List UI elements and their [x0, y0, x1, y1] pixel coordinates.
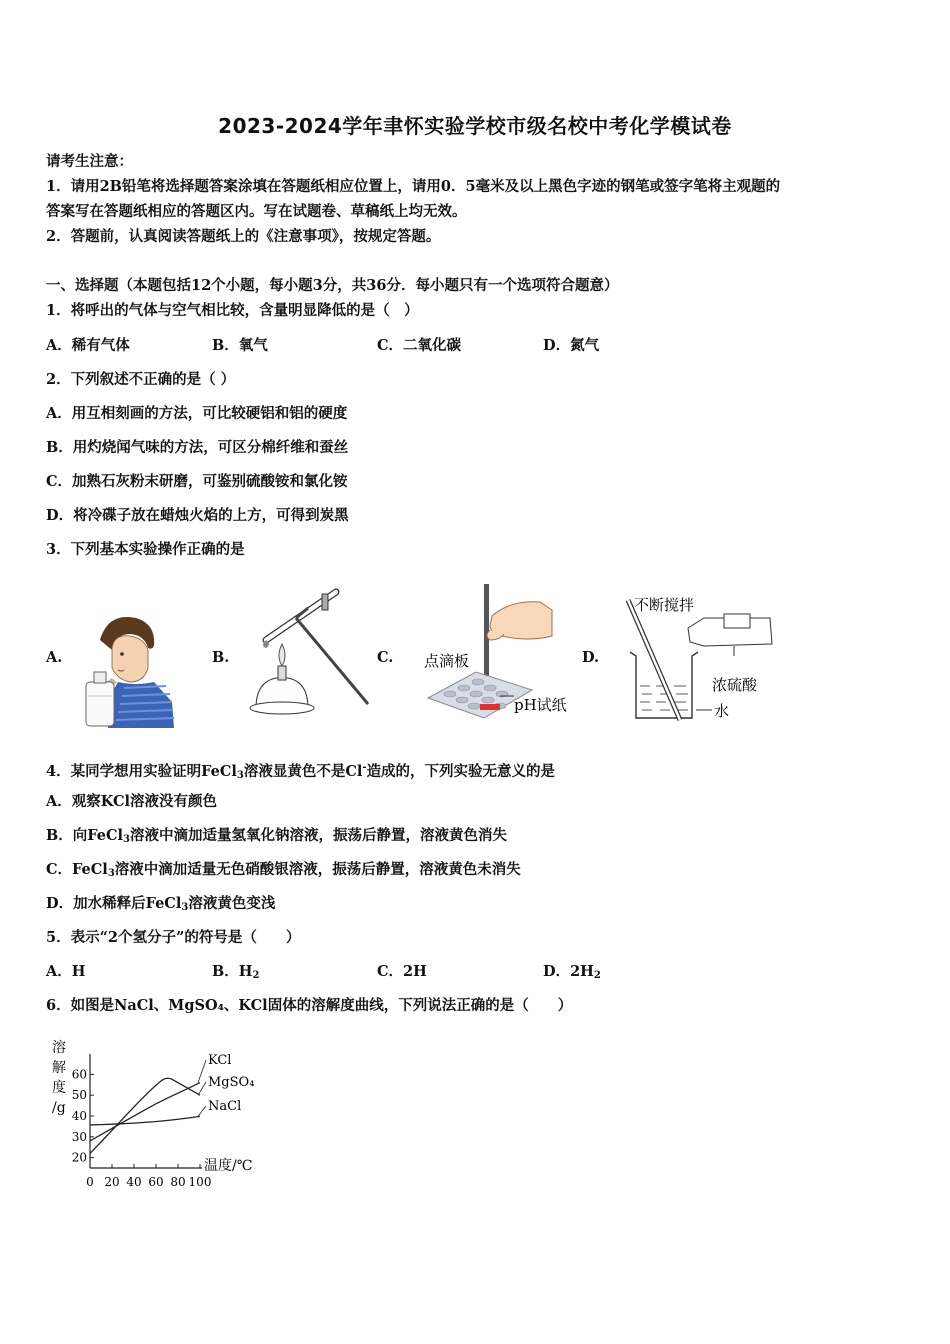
y-axis-label-char: 解 [52, 1060, 66, 1076]
y-axis-label-char: /g [52, 1100, 66, 1116]
series-leader-1 [198, 1082, 206, 1095]
y-tick-label: 60 [71, 1067, 87, 1082]
q5-option-a: A．H [46, 963, 86, 980]
q3-d-stir-label: 不断搅拌 [634, 596, 695, 614]
q3-d-water-label: 水 [714, 702, 730, 720]
q2-stem: 2．下列叙述不正确的是（ ） [46, 371, 236, 388]
q5-option-c: C．2H [377, 963, 427, 980]
q2-option-b: B．用灼烧闻气味的方法，可区分棉纤维和蚕丝 [46, 439, 349, 456]
y-tick-label: 20 [71, 1150, 87, 1165]
q1-option-a: A．稀有气体 [46, 337, 130, 354]
series-line-1 [90, 1078, 200, 1153]
q5-stem: 5．表示“2个氢分子”的符号是（ ） [46, 929, 301, 946]
q3-stem: 3．下列基本实验操作正确的是 [46, 541, 245, 558]
q4-option-d: D．加水稀释后FeCl$_3$溶液黄色变浅 [46, 895, 276, 913]
q2-option-c: C．加熟石灰粉末研磨，可鉴别硫酸铵和氯化铵 [46, 473, 348, 490]
series-label-1: MgSO₄ [208, 1075, 255, 1090]
x-axis-label: 温度/℃ [204, 1158, 253, 1174]
q3-c-paper-label: pH试纸 [514, 696, 567, 714]
q4-option-c: C．FeCl$_3$溶液中滴加适量无色硝酸银溶液，振荡后静置，溶液黄色未消失 [46, 861, 521, 879]
y-axis-label-char: 溶 [52, 1040, 66, 1056]
figure-a-smelling [78, 610, 178, 728]
q5-option-b: B．$H_2$ [212, 963, 260, 981]
series-line-0 [90, 1083, 200, 1141]
x-tick-label: 0 [86, 1175, 94, 1189]
q3-label-a: A. [46, 649, 63, 666]
notice-line-2: 2．答题前，认真阅读答题纸上的《注意事项》，按规定答题。 [46, 228, 441, 245]
q4-stem: 4．某同学想用实验证明FeCl$_3$溶液显黄色不是Cl-造成的，下列实验无意义的是 [46, 762, 556, 781]
q4-option-b: B．向FeCl$_3$溶液中滴加适量氢氧化钠溶液，振荡后静置，溶液黄色消失 [46, 827, 507, 845]
q5-option-d: D．$2H_2$ [543, 963, 601, 981]
q6-stem: 6．如图是NaCl、MgSO₄、KCl固体的溶解度曲线，下列说法正确的是（ ） [46, 997, 573, 1014]
q2-option-a: A．用互相刻画的方法，可比较硬铝和铝的硬度 [46, 405, 348, 422]
figure-b-heating-tube [236, 584, 376, 724]
y-tick-label: 30 [71, 1129, 87, 1144]
y-axis-label-char: 度 [52, 1080, 66, 1096]
x-tick-label: 60 [148, 1175, 164, 1189]
q1-option-b: B．氧气 [212, 337, 268, 354]
x-tick-label: 100 [188, 1175, 212, 1189]
x-tick-label: 20 [104, 1175, 120, 1189]
q3-label-b: B. [212, 649, 230, 666]
y-tick-label: 50 [71, 1088, 87, 1103]
notice-heading: 请考生注意： [46, 153, 133, 170]
q1-option-c: C．二氧化碳 [377, 337, 462, 354]
q4-option-a: A．观察KCl溶液没有颜色 [46, 793, 218, 810]
notice-line-1b: 答案写在答题纸相应的答题区内。写在试题卷、草稿纸上均无效。 [46, 203, 467, 220]
q3-label-c: C. [377, 649, 394, 666]
figure-d-dilution [620, 590, 780, 725]
series-line-2 [90, 1116, 200, 1125]
q2-option-d: D．将冷碟子放在蜡烛火焰的上方，可得到炭黑 [46, 507, 349, 524]
page-title: 2023-2024学年聿怀实验学校市级名校中考化学模试卷 [218, 114, 732, 138]
q3-d-acid-label: 浓硫酸 [712, 676, 758, 694]
q3-c-plate-label: 点滴板 [424, 652, 470, 670]
q1-stem: 1．将呼出的气体与空气相比较，含量明显降低的是（ ） [46, 302, 419, 319]
y-tick-label: 40 [71, 1109, 87, 1123]
figure-c-ph-test [420, 580, 567, 722]
q3-label-d: D. [582, 649, 600, 666]
series-leader-0 [198, 1060, 206, 1083]
solubility-chart [40, 1034, 280, 1194]
series-label-2: NaCl [208, 1099, 242, 1114]
series-label-0: KCl [208, 1053, 232, 1068]
q1-option-d: D．氮气 [543, 337, 600, 354]
series-leader-2 [198, 1106, 206, 1116]
x-tick-label: 40 [126, 1175, 142, 1189]
notice-line-1a: 1．请用2B铅笔将选择题答案涂填在答题纸相应位置上，请用0．5毫米及以上黑色字迹的钢笔或签字笔将主观题的 [46, 178, 781, 195]
section-heading: 一、选择题（本题包括12个小题，每小题3分，共36分．每小题只有一个选项符合题意） [46, 277, 619, 294]
x-tick-label: 80 [170, 1175, 186, 1189]
